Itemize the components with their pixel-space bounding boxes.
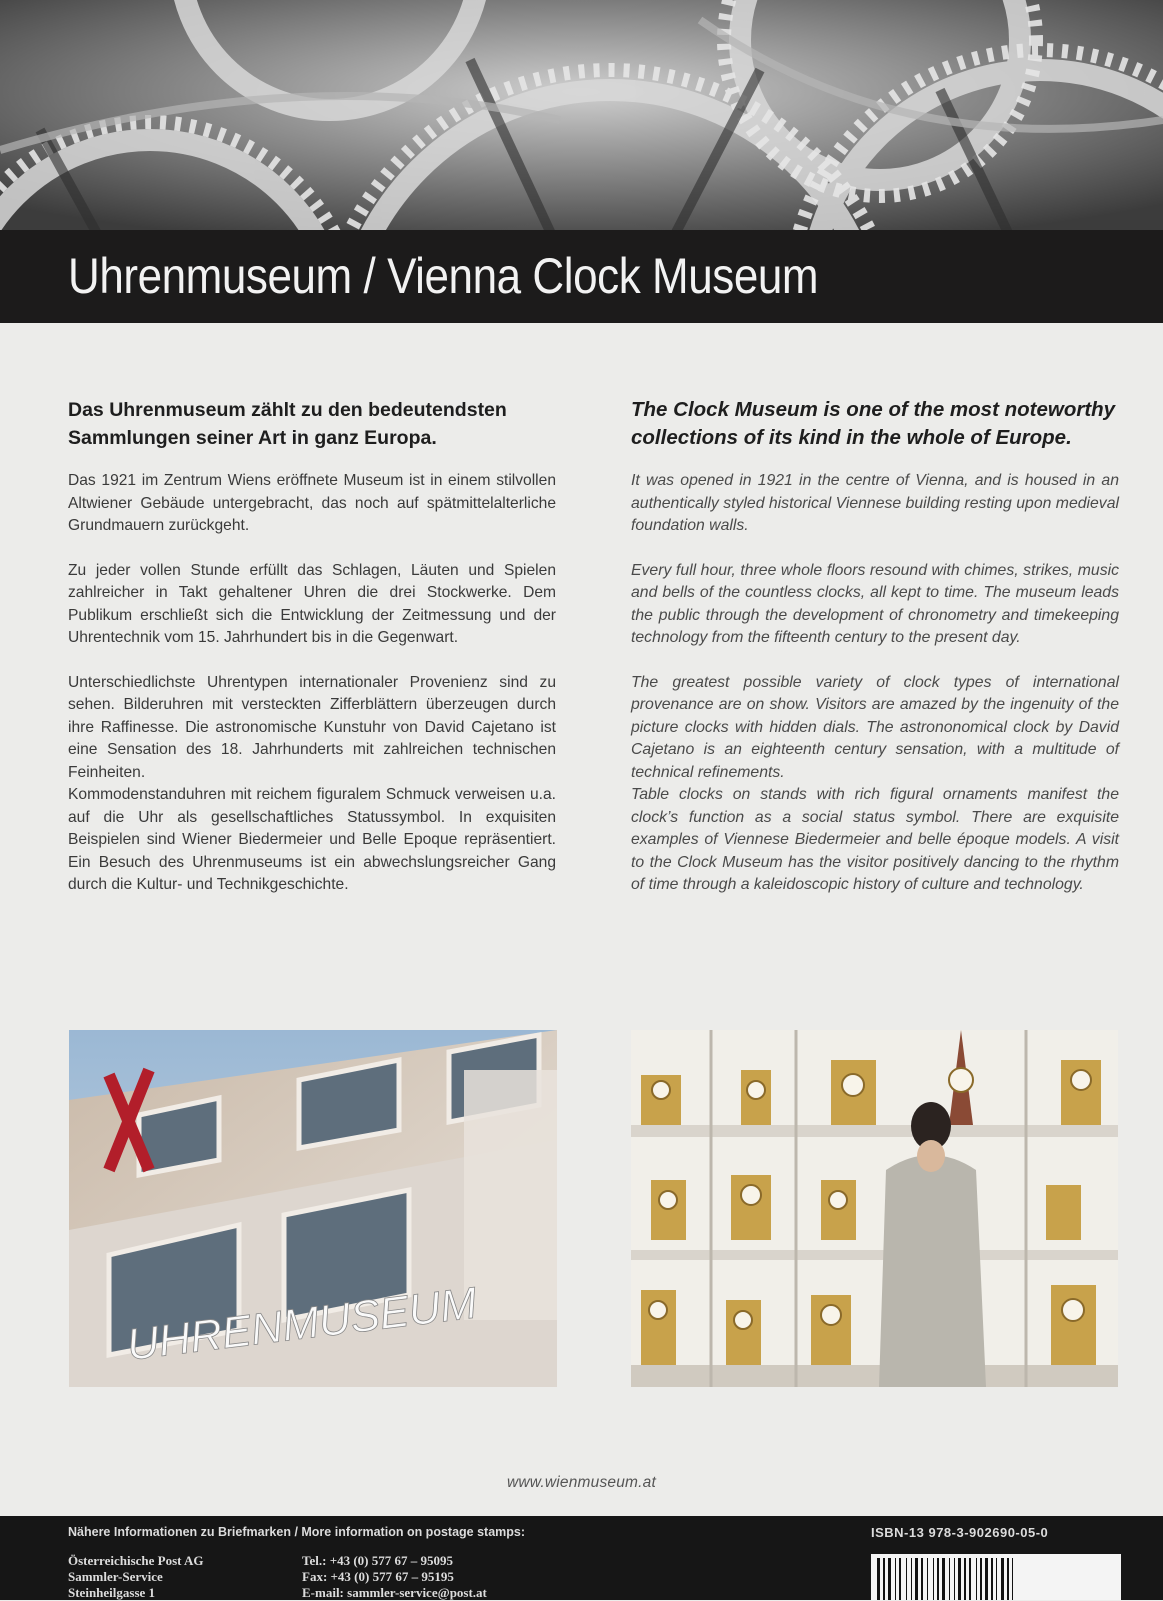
barcode-bar	[933, 1558, 934, 1600]
barcode-bar	[954, 1558, 955, 1600]
barcode-bar	[996, 1558, 997, 1600]
german-paragraph-4: Kommodenstanduhren mit reichem figuralem Schmuck verweisen u.a. auf die Uhr als gesellschaftliches Statussymbol. In exquisiten Beispielen sind Wiener Biedermeier und Belle Epoque repräsentiert. Ein Besuch des Uhrenmuseums ist ein abwechslungsreicher Gang durch die Kultur- und Technikgeschichte.	[68, 786, 556, 893]
barcode-bar	[915, 1558, 918, 1600]
address-line: Sammler-Service	[68, 1569, 163, 1584]
address-line: Österreichische Post AG	[68, 1553, 204, 1568]
uhrenmuseum-sign: UHRENMUSEUM	[124, 1278, 480, 1370]
website-link[interactable]: www.wienmuseum.at	[507, 1474, 656, 1491]
barcode-bar	[883, 1558, 885, 1600]
barcode-bar	[906, 1558, 907, 1600]
english-heading: The Clock Museum is one of the most noteworthy collections of its kind in the whole of Europe.	[631, 398, 1116, 449]
gears-illustration	[0, 0, 1163, 230]
barcode-bar	[964, 1558, 966, 1600]
barcode-bar	[937, 1558, 939, 1600]
barcode-bar	[877, 1558, 880, 1600]
english-paragraph-1: It was opened in 1921 in the centre of Vienna, and is housed in an authentically styled historical Viennese building resting upon medieval foundation walls.	[631, 472, 1119, 534]
german-column	[68, 396, 556, 919]
english-paragraph-4: Table clocks on stands with rich figural ornaments manifest the clock’s function as a social status symbol. There are exquisite examples of Viennese Biedermeier and belle époque models. A visit to the Clock Museum has the visitor positively dancing to the rhythm of time through a kaleidoscopic history of culture and technology.	[631, 786, 1119, 893]
english-column	[631, 396, 1119, 919]
barcode-bar	[942, 1558, 945, 1600]
german-paragraph-3: Unterschiedlichste Uhrentypen internationaler Provenienz sind zu sehen. Bilderuhren mit versteckten Zifferblättern überzeugen durch ihre Raffinesse. Die astronomische Kunstuhr von David Cajetano ist eine Sensation des 18. Jahrhunderts mit zahlreichen technischen Feinheiten.	[68, 673, 556, 781]
title-bar	[0, 230, 1163, 323]
address-line: Steinheilgasse 1	[68, 1585, 156, 1600]
barcode-bar	[899, 1558, 901, 1600]
barcode-bar	[921, 1558, 923, 1600]
barcode-bar	[991, 1558, 993, 1600]
barcode-bar	[895, 1558, 896, 1600]
german-heading: Das Uhrenmuseum zählt zu den bedeutendsten Sammlungen seiner Art in ganz Europa.	[68, 399, 507, 449]
clock-display-photo	[631, 1030, 1118, 1387]
barcode-bar	[927, 1558, 928, 1600]
hero-gears-image	[0, 0, 1163, 230]
barcode-bar	[1007, 1558, 1009, 1600]
contact-block	[302, 1553, 487, 1601]
footer	[0, 1516, 1163, 1600]
facade-illustration	[69, 1030, 557, 1387]
telephone: Tel.: +43 (0) 577 67 – 95095	[302, 1553, 454, 1568]
barcode-bar	[911, 1558, 912, 1600]
page-title: Uhrenmuseum / Vienna Clock Museum	[68, 248, 819, 304]
barcode	[871, 1554, 1121, 1600]
german-paragraph-2: Zu jeder vollen Stunde erfüllt das Schlagen, Läuten und Spielen zahlreicher in Takt gehaltener Uhren die drei Stockwerke. Dem Publikum erschließt sich die Entwicklung der Zeitmessung und der Uhrentechnik vom 15. Jahrhundert bis in die Gegenwart.	[68, 561, 556, 646]
isbn-number: ISBN-13 978-3-902690-05-0	[871, 1525, 1049, 1540]
barcode-bar	[985, 1558, 988, 1600]
english-paragraph-2: Every full hour, three whole floors resound with chimes, strikes, music and bells of the countless clocks, all kept to time. The museum leads the public through the development of chronometry and timekeeping technology from the fifteenth century to the present day.	[631, 561, 1119, 646]
barcode-bar	[1012, 1558, 1013, 1600]
barcode-bar	[888, 1558, 891, 1600]
barcode-bar	[976, 1558, 977, 1600]
german-paragraph-1: Das 1921 im Zentrum Wiens eröffnete Museum ist in einem stilvollen Altwiener Gebäude untergebracht, das noch auf spätmittelalterliche Grundmauern zurückgeht.	[68, 472, 556, 534]
more-info-label: Nähere Informationen zu Briefmarken / More information on postage stamps:	[68, 1525, 526, 1539]
barcode-bar	[1001, 1558, 1004, 1600]
email-link[interactable]: E-mail: sammler-service@post.at	[302, 1585, 487, 1600]
fax: Fax: +43 (0) 577 67 – 95195	[302, 1569, 454, 1584]
barcode-bar	[980, 1558, 982, 1600]
english-paragraph-3: The greatest possible variety of clock types of international provenance are on show. Visitors are amazed by the ingenuity of the picture clocks with hidden dials. The astrononomical clock by David Cajetano is an eighteenth century sensation, with a multitude of technical refinements.	[631, 673, 1119, 781]
museum-facade-photo	[69, 1030, 557, 1387]
display-illustration	[631, 1030, 1118, 1387]
barcode-bar	[949, 1558, 950, 1600]
barcode-bar	[958, 1558, 961, 1600]
address-block	[68, 1553, 204, 1601]
barcode-bar	[969, 1558, 971, 1600]
